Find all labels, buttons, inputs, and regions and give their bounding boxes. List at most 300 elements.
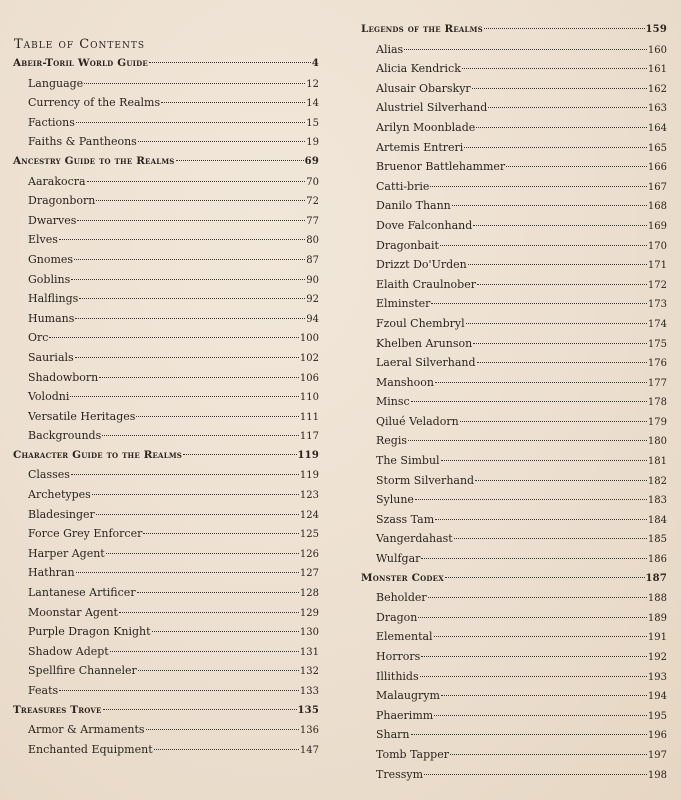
toc-page-number: 176	[647, 358, 667, 370]
dot-leader	[49, 337, 298, 338]
toc-entry-label: Shadowborn	[28, 370, 99, 384]
toc-entry-harper-agent[interactable]	[13, 544, 319, 564]
toc-page-number: 184	[647, 514, 667, 526]
dot-leader	[106, 553, 299, 554]
toc-entry-label: Halflings	[28, 292, 79, 306]
toc-entry-label: Dove Falconhand	[376, 218, 473, 232]
toc-page-number: 185	[647, 534, 667, 546]
dot-leader	[472, 88, 647, 89]
toc-page-number: 111	[299, 411, 319, 423]
toc-page-number: 175	[647, 338, 667, 350]
toc-entry-label: Bladesinger	[28, 507, 95, 521]
toc-entry-label: Alicia Kendrick	[376, 62, 461, 76]
toc-entry-danilo-thann[interactable]	[361, 196, 667, 216]
toc-entry-label: Vangerdahast	[376, 532, 453, 546]
toc-page-number: 180	[647, 436, 667, 448]
toc-page-number: 119	[299, 470, 319, 482]
toc-entry-label: Minsc	[376, 395, 410, 409]
dot-leader	[411, 734, 647, 735]
toc-section-treasures-trove[interactable]	[13, 701, 319, 721]
toc-entry-dragonborn[interactable]	[13, 191, 319, 211]
dot-leader	[450, 754, 647, 755]
toc-entry-beholder[interactable]	[361, 588, 667, 608]
toc-entry-label: Goblins	[28, 272, 71, 286]
toc-page-number: 135	[297, 704, 319, 716]
toc-page-number: 198	[647, 769, 667, 781]
dot-leader	[408, 440, 647, 441]
dot-leader	[138, 670, 299, 671]
toc-page-number: 100	[299, 333, 319, 345]
toc-page-number: 186	[647, 554, 667, 566]
toc-entry-label: Illithids	[376, 669, 419, 683]
dot-leader	[435, 519, 647, 520]
toc-entry-khelben-arunson[interactable]	[361, 334, 667, 354]
toc-entry-label: Harper Agent	[28, 546, 105, 560]
toc-page-number: 170	[647, 240, 667, 252]
toc-entry-elaith-craulnober[interactable]	[361, 275, 667, 295]
toc-entry-label: Phaerimm	[376, 708, 434, 722]
toc-page-number: 196	[647, 730, 667, 742]
dot-leader	[411, 401, 647, 402]
toc-page-number: 161	[647, 64, 667, 76]
toc-page-number: 147	[299, 744, 319, 756]
dot-leader	[441, 460, 647, 461]
dot-leader	[476, 127, 647, 128]
toc-entry-label: Versatile Heritages	[28, 409, 136, 423]
toc-entry-label: Character Guide to the Realms	[13, 448, 183, 461]
toc-entry-humans[interactable]	[13, 309, 319, 329]
toc-entry-enchanted-equipment[interactable]	[13, 740, 319, 760]
dot-leader	[420, 676, 647, 677]
toc-entry-alicia-kendrick[interactable]	[361, 59, 667, 79]
dot-leader	[87, 181, 306, 182]
dot-leader	[435, 382, 647, 383]
toc-entry-elemental[interactable]	[361, 627, 667, 647]
toc-page-number: 181	[647, 456, 667, 468]
toc-entry-alusair-obarskyr[interactable]	[361, 79, 667, 99]
toc-entry-label: Purple Dragon Knight	[28, 625, 151, 639]
toc-page-number: 164	[647, 122, 667, 134]
toc-entry-label: Wulfgar	[376, 552, 421, 566]
toc-entry-label: Manshoon	[376, 375, 434, 389]
toc-page-number: 194	[647, 691, 667, 703]
toc-entry-label: Humans	[28, 311, 75, 325]
toc-entry-sharn[interactable]	[361, 725, 667, 745]
toc-entry-label: Alustriel Silverhand	[376, 101, 488, 115]
toc-entry-label: Laeral Silverhand	[376, 356, 476, 370]
toc-entry-label: Dwarves	[28, 213, 77, 227]
dot-leader	[59, 239, 305, 240]
dot-leader	[445, 577, 645, 578]
toc-entry-vangerdahast[interactable]	[361, 529, 667, 549]
toc-entry-label: Regis	[376, 434, 407, 448]
toc-entry-alias[interactable]	[361, 40, 667, 60]
toc-entry-label: Elaith Craulnober	[376, 277, 476, 291]
dot-leader	[76, 122, 305, 123]
toc-entry-label: Dragon	[376, 610, 418, 624]
toc-entry-horrors[interactable]	[361, 647, 667, 667]
toc-page-number: 127	[299, 568, 319, 580]
toc-page-number: 129	[299, 607, 319, 619]
dot-leader	[421, 558, 647, 559]
toc-page-number: 160	[647, 44, 667, 56]
toc-entry-label: Shadow Adept	[28, 644, 109, 658]
dot-leader	[103, 709, 297, 710]
toc-entry-label: Moonstar Agent	[28, 605, 118, 619]
dot-leader	[84, 83, 305, 84]
toc-entry-sylune[interactable]	[361, 490, 667, 510]
toc-entry-label: Khelben Arunson	[376, 336, 473, 350]
toc-page-number: 182	[647, 475, 667, 487]
toc-page-number: 189	[647, 612, 667, 624]
toc-entry-label: Ancestry Guide to the Realms	[13, 154, 175, 167]
toc-entry-currency-of-the-realms[interactable]	[13, 93, 319, 113]
toc-entry-label: Elemental	[376, 630, 433, 644]
toc-section-ancestry-guide-to-the-realms[interactable]	[13, 152, 319, 172]
toc-entry-label: Sharn	[376, 728, 410, 742]
toc-entry-label: Horrors	[376, 650, 421, 663]
toc-entry-label: Hathran	[28, 566, 75, 580]
toc-entry-volodni[interactable]	[13, 387, 319, 407]
dot-leader	[96, 200, 305, 201]
toc-page-number: 169	[647, 220, 667, 232]
toc-entry-label: Orc	[28, 331, 49, 345]
toc-page-number: 106	[299, 372, 319, 384]
dot-leader	[138, 141, 305, 142]
toc-entry-versatile-heritages[interactable]	[13, 407, 319, 427]
toc-page-number: 123	[299, 490, 319, 502]
toc-page-number: 124	[299, 509, 319, 521]
toc-entry-label: Enchanted Equipment	[28, 742, 153, 756]
dot-leader	[473, 343, 647, 344]
toc-entry-label: Faiths & Pantheons	[28, 135, 137, 149]
dot-leader	[146, 729, 299, 730]
toc-entry-label: Tressym	[376, 767, 424, 781]
dot-leader	[143, 533, 299, 534]
toc-entry-label: Elminster	[376, 297, 431, 311]
toc-entry-lantanese-artificer[interactable]	[13, 583, 319, 603]
toc-page-number: 12	[306, 78, 319, 90]
toc-page-number: 15	[306, 117, 319, 129]
toc-page-number: 165	[647, 142, 667, 154]
toc-entry-label: Volodni	[28, 390, 70, 404]
toc-page-number: 168	[647, 201, 667, 213]
toc-entry-faiths-pantheons[interactable]	[13, 132, 319, 152]
toc-page-number: 131	[299, 646, 319, 658]
toc-entry-label: Danilo Thann	[376, 199, 451, 213]
dot-leader	[99, 377, 299, 378]
toc-entry-tomb-tapper[interactable]	[361, 745, 667, 765]
toc-left-column	[13, 54, 319, 759]
toc-entry-label: Factions	[28, 115, 75, 129]
toc-entry-label: Bruenor Battlehammer	[376, 160, 506, 174]
toc-page-number: 191	[647, 632, 667, 644]
dot-leader	[154, 749, 299, 750]
dot-leader	[152, 631, 299, 632]
toc-page-number: 192	[647, 652, 667, 663]
dot-leader	[404, 49, 647, 50]
toc-page-number: 117	[299, 431, 319, 443]
toc-entry-label: Legends of the Realms	[361, 23, 483, 35]
toc-entry-goblins[interactable]	[13, 270, 319, 290]
toc-page-number: 179	[647, 416, 667, 428]
dot-leader	[183, 454, 296, 455]
toc-entry-malaugrym[interactable]	[361, 686, 667, 706]
toc-entry-moonstar-agent[interactable]	[13, 603, 319, 623]
toc-entry-illithids[interactable]	[361, 667, 667, 687]
dot-leader	[421, 656, 647, 657]
toc-entry-label: Sylune	[376, 493, 414, 507]
toc-entry-label: Monster Codex	[361, 571, 444, 584]
dot-leader	[506, 166, 647, 167]
toc-section-legends-of-the-realms[interactable]	[361, 20, 667, 40]
toc-page-number: 126	[299, 548, 319, 560]
dot-leader	[452, 205, 647, 206]
dot-leader	[440, 245, 647, 246]
toc-entry-phaerimm[interactable]	[361, 706, 667, 726]
toc-page-number: 163	[647, 103, 667, 115]
dot-leader	[460, 421, 647, 422]
toc-page-number: 128	[299, 588, 319, 600]
toc-entry-the-simbul[interactable]	[361, 451, 667, 471]
dot-leader	[418, 617, 647, 618]
toc-entry-hathran[interactable]	[13, 563, 319, 583]
toc-entry-label: Beholder	[376, 591, 427, 605]
toc-page-number: 110	[299, 392, 319, 404]
toc-entry-label: Force Grey Enforcer	[28, 527, 143, 541]
toc-page-number: 133	[299, 686, 319, 697]
toc-entry-storm-silverhand[interactable]	[361, 471, 667, 491]
toc-entry-feats[interactable]	[13, 681, 319, 701]
toc-entry-purple-dragon-knight[interactable]	[13, 622, 319, 642]
toc-entry-elminster[interactable]	[361, 294, 667, 314]
toc-page-number: 174	[647, 318, 667, 330]
toc-page-number: 72	[306, 196, 319, 208]
dot-leader	[462, 68, 647, 69]
dot-leader	[96, 514, 299, 515]
toc-entry-label: The Simbul	[376, 454, 440, 468]
dot-leader	[102, 435, 299, 436]
toc-entry-label: Fzoul Chembryl	[376, 316, 465, 330]
dot-leader	[110, 651, 299, 652]
toc-page-number: 195	[647, 710, 667, 722]
toc-entry-laeral-silverhand[interactable]	[361, 353, 667, 373]
toc-entry-shadow-adept[interactable]	[13, 642, 319, 662]
toc-entry-tressym[interactable]	[361, 765, 667, 785]
toc-entry-label: Aarakocra	[28, 174, 86, 188]
dot-leader	[488, 107, 647, 108]
toc-entry-label: Artemis Entreri	[376, 140, 464, 154]
toc-entry-label: Currency of the Realms	[28, 96, 161, 110]
toc-entry-label: Spellfire Channeler	[28, 664, 137, 678]
dot-leader	[149, 62, 311, 63]
toc-page-number: 94	[306, 313, 319, 325]
toc-page-number: 187	[645, 572, 667, 584]
dot-leader	[466, 323, 647, 324]
toc-page-number: 177	[647, 377, 667, 389]
toc-page-number: 197	[647, 749, 667, 761]
toc-page-number: 92	[306, 294, 319, 306]
dot-leader	[76, 572, 299, 573]
toc-page-number: 166	[647, 162, 667, 174]
toc-entry-label: Alias	[376, 42, 404, 56]
toc-page-number: 119	[297, 449, 319, 461]
toc-entry-label: Backgrounds	[28, 429, 102, 443]
toc-entry-szass-tam[interactable]	[361, 510, 667, 530]
toc-entry-aarakocra[interactable]	[13, 172, 319, 192]
dot-leader	[484, 28, 645, 29]
toc-entry-saurials[interactable]	[13, 348, 319, 368]
dot-leader	[464, 147, 647, 148]
toc-page-number: 19	[306, 137, 319, 149]
toc-page-number: 130	[299, 627, 319, 639]
toc-entry-wulfgar[interactable]	[361, 549, 667, 569]
dot-leader	[137, 592, 299, 593]
toc-page-number: 4	[311, 58, 319, 69]
toc-section-character-guide-to-the-realms[interactable]	[13, 446, 319, 466]
dot-leader	[434, 636, 647, 637]
dot-leader	[477, 362, 647, 363]
toc-entry-spellfire-channeler[interactable]	[13, 661, 319, 681]
toc-entry-label: Language	[28, 76, 84, 90]
toc-entry-label: Qilué Veladorn	[376, 414, 459, 428]
toc-entry-label: Malaugrym	[376, 689, 440, 703]
toc-page-number: 70	[306, 176, 319, 188]
toc-page-number: 171	[647, 260, 667, 272]
toc-page-number: 172	[647, 279, 667, 291]
toc-entry-bruenor-battlehammer[interactable]	[361, 157, 667, 177]
dot-leader	[119, 612, 299, 613]
toc-section-abeir-toril-world-guide[interactable]	[13, 54, 319, 74]
toc-page-number: 188	[647, 593, 667, 605]
toc-entry-minsc[interactable]	[361, 392, 667, 412]
toc-page-number: 14	[306, 98, 319, 110]
toc-entry-armor-armaments[interactable]	[13, 720, 319, 740]
toc-entry-label: Storm Silverhand	[376, 473, 475, 487]
toc-entry-orc[interactable]	[13, 328, 319, 348]
toc-entry-dragon[interactable]	[361, 608, 667, 628]
toc-entry-label: Treasures Trove	[13, 703, 102, 716]
toc-entry-label: Classes	[28, 468, 70, 482]
toc-entry-language[interactable]	[13, 74, 319, 94]
dot-leader	[92, 494, 299, 495]
toc-page-number: 136	[299, 725, 319, 737]
dot-leader	[70, 396, 299, 397]
toc-entry-dove-falconhand[interactable]	[361, 216, 667, 236]
dot-leader	[79, 298, 305, 299]
dot-leader	[71, 474, 299, 475]
toc-page-number: 167	[647, 181, 667, 193]
toc-page-number: 77	[306, 215, 319, 227]
dot-leader	[415, 499, 647, 500]
toc-entry-qilu-veladorn[interactable]	[361, 412, 667, 432]
toc-entry-label: Archetypes	[28, 488, 91, 502]
toc-entry-catti-brie[interactable]	[361, 177, 667, 197]
dot-leader	[475, 480, 647, 481]
dot-leader	[161, 102, 305, 103]
toc-page-number: 80	[306, 235, 319, 247]
dot-leader	[468, 264, 647, 265]
toc-page-number: 69	[304, 155, 319, 167]
toc-entry-label: Armor & Armaments	[28, 723, 145, 737]
toc-entry-label: Feats	[28, 684, 59, 697]
toc-page-number: 173	[647, 299, 667, 311]
toc-entry-classes[interactable]	[13, 465, 319, 485]
toc-entry-factions[interactable]	[13, 113, 319, 133]
dot-leader	[424, 774, 647, 775]
dot-leader	[434, 715, 647, 716]
toc-page-number: 102	[299, 352, 319, 364]
toc-entry-label: Tomb Tapper	[376, 747, 449, 761]
toc-page-number: 132	[299, 666, 319, 678]
dot-leader	[473, 225, 647, 226]
toc-page-number: 162	[647, 83, 667, 95]
dot-leader	[74, 259, 305, 260]
dot-leader	[431, 303, 646, 304]
toc-section-monster-codex[interactable]	[361, 569, 667, 589]
toc-entry-label: Dragonbait	[376, 238, 439, 252]
toc-page-number: 183	[647, 495, 667, 507]
toc-page-number: 125	[299, 529, 319, 541]
toc-entry-backgrounds[interactable]	[13, 426, 319, 446]
toc-entry-label: Saurials	[28, 350, 74, 364]
toc-entry-force-grey-enforcer[interactable]	[13, 524, 319, 544]
dot-leader	[136, 416, 298, 417]
toc-entry-label: Alusair Obarskyr	[376, 81, 471, 95]
toc-entry-label: Abeir-Toril World Guide	[13, 57, 148, 69]
toc-page-number: 87	[306, 254, 319, 266]
toc-entry-elves[interactable]	[13, 230, 319, 250]
toc-entry-label: Drizzt Do'Urden	[376, 258, 467, 272]
toc-entry-manshoon[interactable]	[361, 373, 667, 393]
toc-entry-halflings[interactable]	[13, 289, 319, 309]
toc-entry-artemis-entreri[interactable]	[361, 138, 667, 158]
dot-leader	[176, 160, 304, 161]
dot-leader	[454, 538, 647, 539]
toc-entry-regis[interactable]	[361, 431, 667, 451]
toc-entry-label: Arilyn Moonblade	[376, 120, 476, 134]
dot-leader	[477, 284, 647, 285]
dot-leader	[77, 220, 305, 221]
toc-entry-label: Dragonborn	[28, 194, 96, 208]
toc-page-number: 90	[306, 274, 319, 286]
toc-entry-bladesinger[interactable]	[13, 505, 319, 525]
dot-leader	[75, 318, 305, 319]
toc-entry-fzoul-chembryl[interactable]	[361, 314, 667, 334]
toc-entry-label: Catti-brie	[376, 179, 430, 193]
dot-leader	[75, 357, 299, 358]
toc-entry-dragonbait[interactable]	[361, 236, 667, 256]
dot-leader	[441, 695, 647, 696]
dot-leader	[59, 690, 299, 691]
toc-page-number: 193	[647, 671, 667, 683]
toc-entry-archetypes[interactable]	[13, 485, 319, 505]
toc-entry-shadowborn[interactable]	[13, 368, 319, 388]
toc-entry-dwarves[interactable]	[13, 211, 319, 231]
dot-leader	[430, 186, 647, 187]
toc-page-number: 178	[647, 397, 667, 409]
toc-entry-drizzt-do-urden[interactable]	[361, 255, 667, 275]
toc-page-number: 159	[645, 24, 667, 35]
toc-entry-label: Szass Tam	[376, 512, 435, 526]
toc-entry-label: Lantanese Artificer	[28, 586, 136, 600]
toc-entry-alustriel-silverhand[interactable]	[361, 98, 667, 118]
toc-entry-gnomes[interactable]	[13, 250, 319, 270]
dot-leader	[428, 597, 647, 598]
toc-entry-label: Elves	[28, 233, 58, 247]
toc-right-column	[361, 20, 667, 784]
toc-entry-arilyn-moonblade[interactable]	[361, 118, 667, 138]
